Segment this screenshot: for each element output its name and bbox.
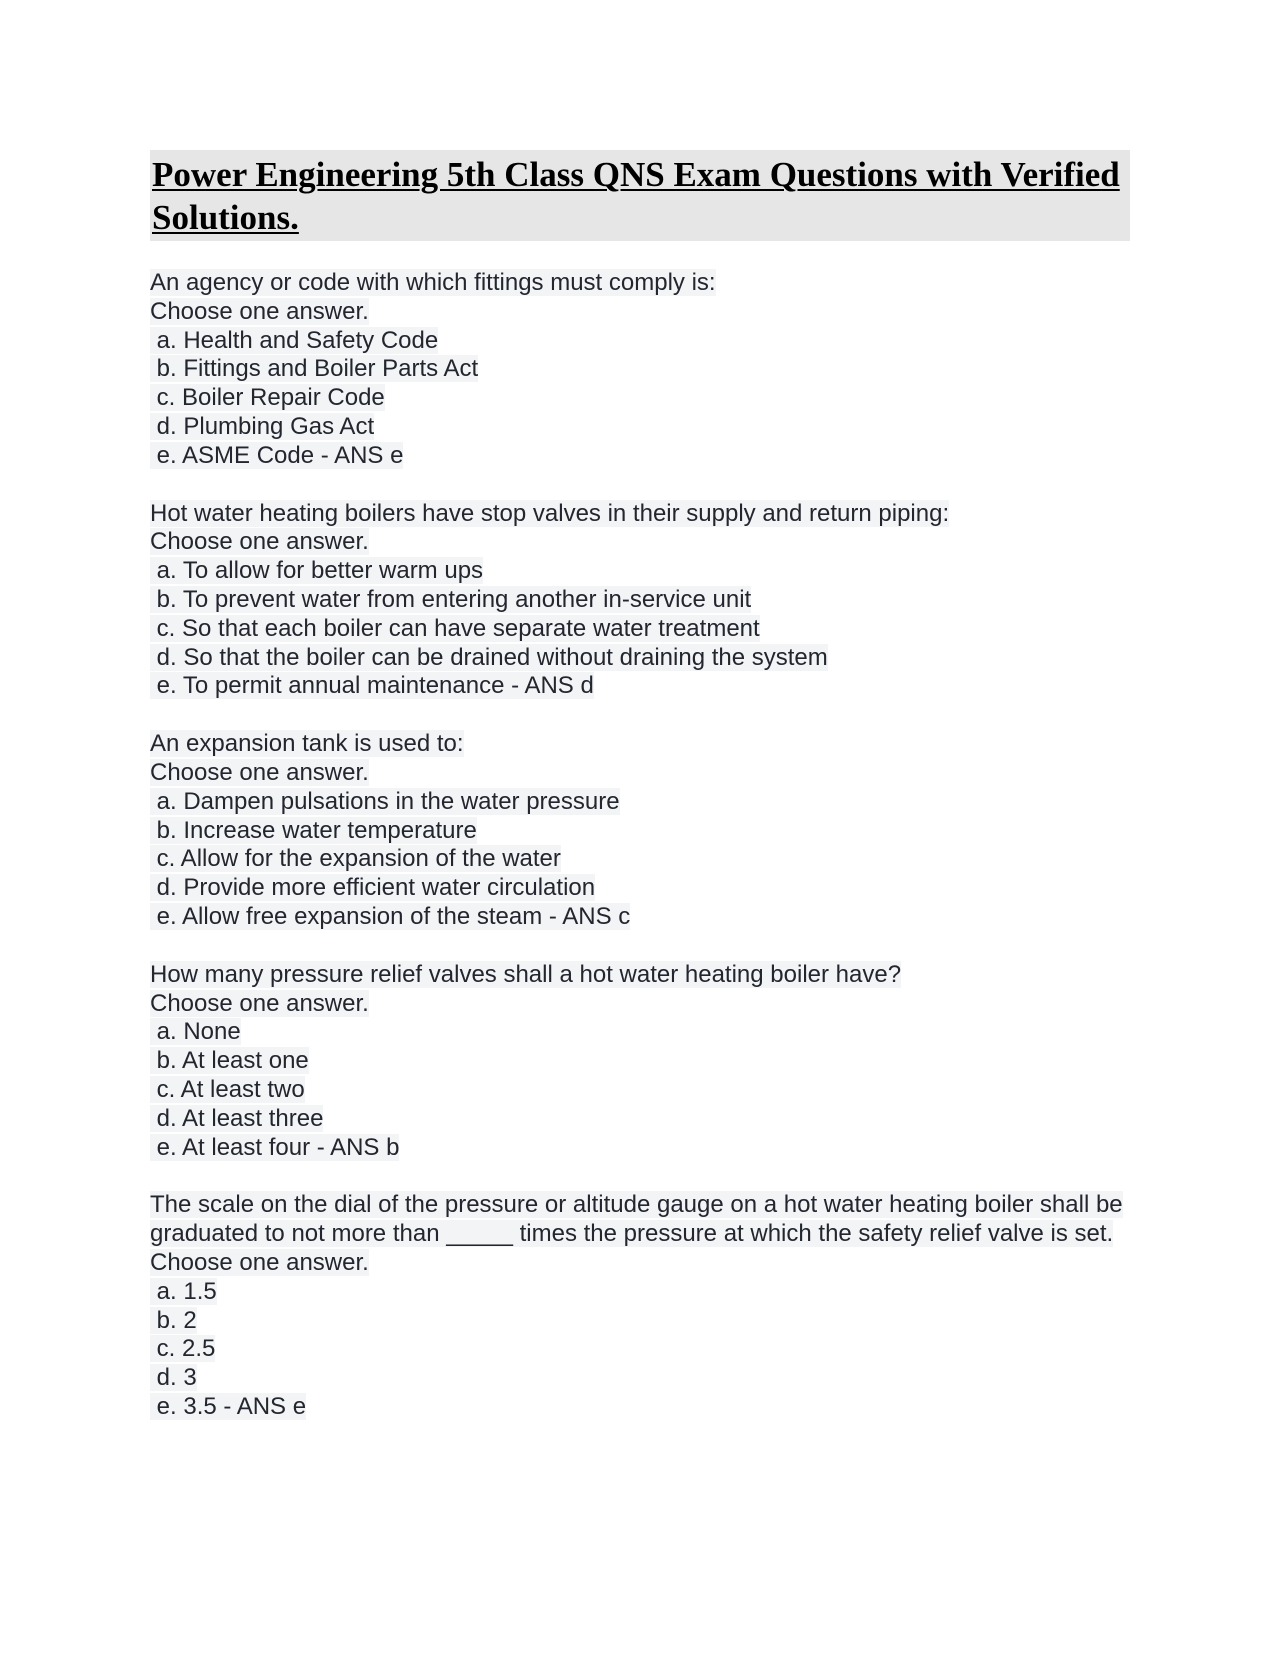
answer-option: d. At least three xyxy=(150,1104,324,1132)
answer-option: b. Increase water temperature xyxy=(150,816,477,844)
answer-option: c. So that each boiler can have separate water treatment xyxy=(150,614,760,642)
answer-option: a. Dampen pulsations in the water pressure xyxy=(150,787,620,815)
answer-prompt: Choose one answer. xyxy=(150,528,369,556)
question-block xyxy=(150,500,1130,702)
answer-prompt: Choose one answer. xyxy=(150,297,369,325)
answer-option: b. At least one xyxy=(150,1047,309,1075)
answer-option: c. Boiler Repair Code xyxy=(150,384,385,412)
answer-prompt: Choose one answer. xyxy=(150,989,369,1017)
answer-option: d. So that the boiler can be drained without draining the system xyxy=(150,643,828,671)
answer-prompt: Choose one answer. xyxy=(150,1248,369,1276)
answer-option: c. At least two xyxy=(150,1075,305,1103)
answer-option: b. Fittings and Boiler Parts Act xyxy=(150,355,479,383)
title-block xyxy=(150,150,1130,241)
answer-option: d. Plumbing Gas Act xyxy=(150,412,375,440)
answer-option: e. ASME Code - ANS e xyxy=(150,441,404,469)
answer-option: a. None xyxy=(150,1018,241,1046)
question-stem: An agency or code with which fittings must comply is: xyxy=(150,269,716,296)
answer-option: b. 2 xyxy=(150,1306,197,1334)
question-stem: The scale on the dial of the pressure or altitude gauge on a hot water heating boiler shall be graduated to not more than _____ times the pressure at which the safety relief valve is set. xyxy=(150,1191,1123,1248)
answer-option: a. Health and Safety Code xyxy=(150,326,439,354)
question-stem: An expansion tank is used to: xyxy=(150,730,464,758)
question-block xyxy=(150,730,1130,932)
answer-option: c. Allow for the expansion of the water xyxy=(150,845,561,873)
answer-option: d. Provide more efficient water circulation xyxy=(150,874,596,902)
answer-option: e. 3.5 - ANS e xyxy=(150,1392,307,1420)
answer-option: c. 2.5 xyxy=(150,1335,216,1363)
answer-option: a. To allow for better warm ups xyxy=(150,557,484,585)
answer-option: e. At least four - ANS b xyxy=(150,1133,400,1161)
document-title: Power Engineering 5th Class QNS Exam Questions with Verified Solutions. xyxy=(152,155,1120,237)
answer-prompt: Choose one answer. xyxy=(150,758,369,786)
question-list xyxy=(150,269,1130,1422)
answer-option: b. To prevent water from entering another in-service unit xyxy=(150,585,752,613)
answer-option: a. 1.5 xyxy=(150,1277,217,1305)
answer-option: d. 3 xyxy=(150,1364,197,1392)
answer-option: e. To permit annual maintenance - ANS d xyxy=(150,672,594,700)
answer-option: e. Allow free expansion of the steam - ANS c xyxy=(150,902,631,930)
question-block xyxy=(150,1191,1130,1421)
question-block xyxy=(150,961,1130,1163)
question-stem: How many pressure relief valves shall a hot water heating boiler have? xyxy=(150,960,902,988)
question-block xyxy=(150,269,1130,471)
question-stem: Hot water heating boilers have stop valves in their supply and return piping: xyxy=(150,499,950,527)
document-page xyxy=(150,150,1130,1451)
